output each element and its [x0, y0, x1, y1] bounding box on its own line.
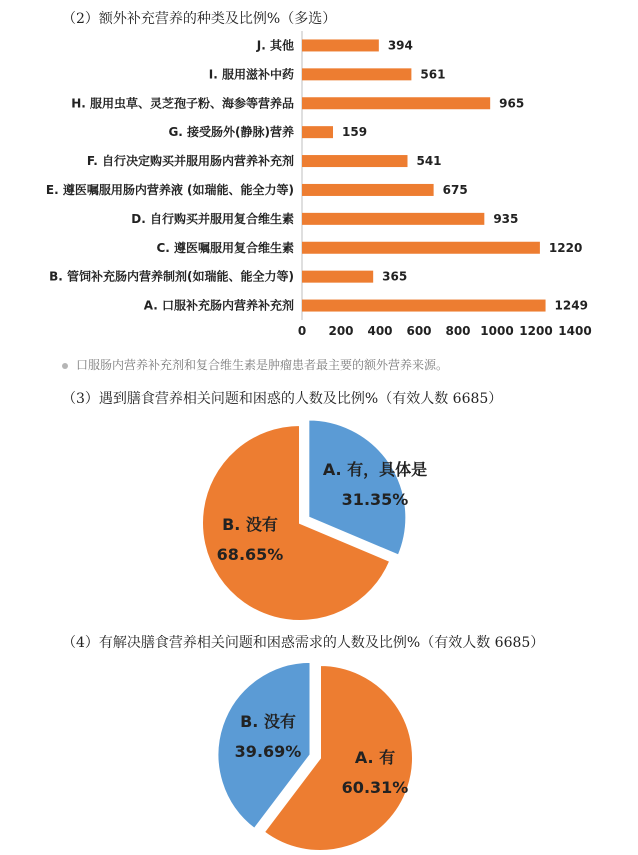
value-label: 935: [493, 211, 519, 226]
category-label: A. 口服补充肠内营养补充剂: [143, 298, 294, 313]
slice-label: A. 有，具体是: [322, 460, 428, 479]
section-title-q2: （2）额外补充营养的种类及比例%（多选）: [62, 11, 337, 27]
category-label: C. 遵医嘱服用复合维生素: [156, 240, 294, 255]
bar: [302, 97, 490, 109]
value-label: 1220: [548, 240, 583, 255]
slice-label: A. 有: [354, 748, 396, 767]
section-title-q3: （3）遇到膳食营养相关问题和困惑的人数及比例%（有效人数 6685）: [62, 391, 503, 407]
bar: [302, 155, 407, 167]
slice-label: B. 没有: [240, 712, 296, 731]
category-label: F. 自行决定购买并服用肠内营养补充剂: [86, 154, 294, 169]
bar: [302, 213, 484, 225]
category-label: B. 管饲补充肠内营养制剂(如瑞能、能全力等): [49, 269, 294, 284]
slice-percent-label: 60.31%: [341, 778, 409, 797]
slice-percent-label: 31.35%: [341, 490, 409, 509]
value-label: 365: [382, 269, 408, 284]
x-tick-label: 1200: [519, 324, 553, 338]
value-label: 541: [416, 154, 442, 169]
bar: [302, 184, 434, 196]
value-label: 675: [442, 182, 468, 197]
bullet-dot-icon: [62, 363, 68, 369]
value-label: 394: [387, 38, 413, 53]
value-label: 159: [342, 125, 368, 140]
x-tick-label: 400: [367, 324, 393, 338]
supplement-bar-chart: [0, 0, 638, 350]
slice-percent-label: 68.65%: [216, 545, 284, 564]
category-label: I. 服用滋补中药: [208, 67, 294, 82]
x-tick-label: 0: [297, 324, 307, 338]
slice-percent-label: 39.69%: [234, 742, 302, 761]
x-tick-label: 1000: [480, 324, 514, 338]
value-label: 1249: [554, 298, 588, 313]
bar: [302, 39, 379, 51]
chart-note: [62, 356, 448, 373]
category-label: D. 自行购买并服用复合维生素: [131, 211, 294, 226]
section-title-q4: （4）有解决膳食营养相关问题和困惑需求的人数及比例%（有效人数 6685）: [62, 635, 545, 651]
category-label: G. 接受肠外(静脉)营养: [168, 125, 294, 140]
bar: [302, 271, 373, 283]
bar: [302, 242, 540, 254]
slice-label: B. 没有: [222, 515, 278, 534]
category-label: E. 遵医嘱服用肠内营养液 (如瑞能、能全力等): [45, 182, 294, 197]
category-label: J. 其他: [256, 38, 294, 53]
x-tick-label: 200: [328, 324, 354, 338]
x-tick-label: 1400: [558, 324, 592, 338]
bar: [302, 68, 411, 80]
note-text: 口服肠内营养补充剂和复合维生素是肿瘤患者最主要的额外营养来源。: [76, 358, 449, 372]
value-label: 561: [420, 67, 446, 82]
value-label: 965: [499, 96, 525, 111]
problems-pie-chart: [0, 410, 638, 630]
needs-pie-chart: [0, 655, 638, 855]
x-tick-label: 600: [406, 324, 432, 338]
x-tick-label: 800: [445, 324, 471, 338]
category-label: H. 服用虫草、灵芝孢子粉、海参等营养品: [71, 96, 294, 111]
bar: [302, 300, 546, 312]
bar: [302, 126, 333, 138]
